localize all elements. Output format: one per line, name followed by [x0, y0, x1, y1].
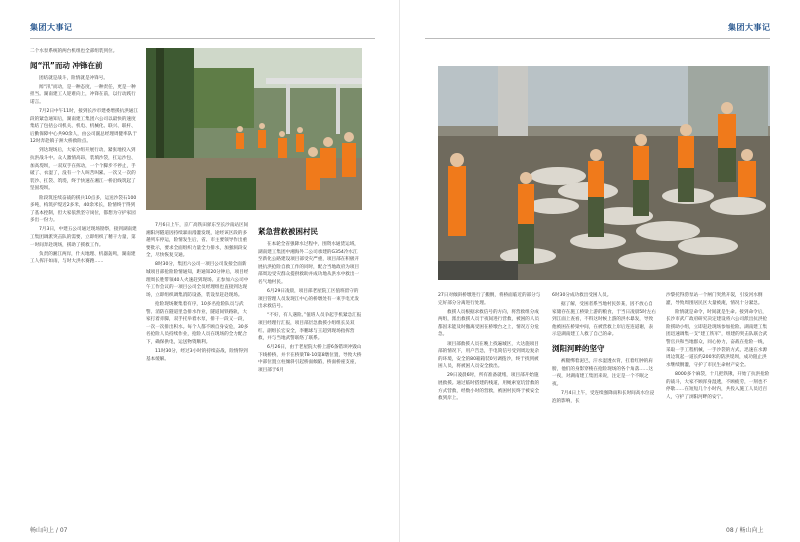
paragraph: 6时30分成功救出受困人员。: [552, 293, 612, 298]
paragraph: 8000多个麻袋，十几把铁锹，开始了抗洪抢险的战斗，大家不顾浑身湿透，不顾疲劳，一刻也不停歇……在短短几个小时内，共投入施工人员近百人，守护了浏阳河畔的安宁。: [666, 371, 770, 400]
paragraph: 救援人员根据求救信号的方向，将营救组分成两组，派出救援人员于夜间进行营救，被困的人员都因未能及时撤离受困在桥墩台之上，情况万分危急。: [438, 309, 540, 338]
paragraph: 裤腿绑着泥巴，汗水湿透衣背，扛着红肿的肩膀，他们的身影穿梭在抢险现场的各个角落……这一夜，对湖南建工集团来说，注定是一个不眠之夜。: [552, 359, 654, 387]
paragraph: 沙黎托得涝泵站一个闸门突然开裂，引发河水倒灌，导致周围居民区大量被淹，情况十分紧急。: [666, 293, 763, 306]
paragraph: 险段筑连续奋战的援兵10点多，运送沙袋石100多吨，构筑护堤近2多米，40余米长，险情终于得到了基本控制，但大家依然坚守岗位，都想为守护家园多出一份力。: [30, 195, 137, 224]
right-column-3: [666, 292, 770, 522]
paragraph: 项目部救援人员在晚上找遍城区，大达施项目部的情况下，用户告急，手电筒信号受到周边复杂的环境，安全的80箱箱装0另调拨沙，终于找到被困人员，将被困人员安全救出。: [438, 341, 540, 370]
paragraph: 27日对倾斜桥墩进行了搬倒，将桥面临近的部分与完好部分分离进行处理。: [438, 293, 541, 306]
section-heading: 紧急营救被困村民: [258, 227, 318, 236]
paragraph: 二个水泵系统的两台机组也全部组装到位。: [30, 49, 118, 54]
flood-sandbag-photo: [438, 66, 770, 280]
left-column-2: [146, 222, 250, 522]
paragraph: 7月2日中午11时，接到长沙市建委增援抗洪通江段的紧急通知后，湖南建工集团六公司以最快的速度集结了包括公司机关、机电、机械化、联兴、联杆、后勤保障中心共90余人，由公司副总经理周健率队于12时奔赴镇子洲大桥救险点。: [30, 108, 138, 145]
paragraph: 到达现场后，大家分组开展行动，紧张地投入到抗洪战斗中。众人激情高昂，装填沙袋，扛运沙包、加高堤坝，一双双手在挥动，一个个脚步不停止，手破了、衣湿了，没有一个人叫苦叫累。一次又一次的装沙、扛袋、筑堤，终于快速在湘江一桥沿线筑起了坚固堤坝。: [30, 148, 136, 192]
paragraph: 7月3日，中建五公司通过现场勘察，接到湖南建工集团调派突击队的需要，立即组织了精干力量，第一时间奔赴现场，援助了援救工作。: [30, 227, 137, 248]
left-column-3: [258, 222, 362, 522]
paragraph: “不好，有人遇险。”值班人员争起手机紧急汇报项目经理行汇报，项目部层急救援小组组长吴双红、副组长宏安全，李鹏球与王超到现场指挥营救，并与当地武警联络了联系。: [258, 313, 362, 342]
section-heading: 浏阳河畔的坚守: [552, 344, 605, 354]
left-page-footer: 畅山向上 / 07: [30, 527, 68, 534]
rescue-team-photo: [146, 48, 362, 210]
paragraph: 11时30分，经过3小时的持续奋战，险情得到基本缓解。: [146, 349, 248, 362]
right-column-2: [552, 292, 656, 522]
paragraph: 在本轮全省强降水过程中，围资水通货运域，湖南建工集团中湘海外二公司承建的G354冷水江至新化公路建设项目部受灾严重，项目部在积极开展抗洪抢险自救工作的同时，配合当地政府为项目部周边受灾群众提供救助并成功地从洪水中救出一名气地村民。: [258, 242, 360, 285]
right-header-rule: [425, 38, 770, 39]
paragraph: 7月4日上午，受连续强降雨和长时间高水位浸泡的影响，长: [552, 390, 655, 404]
paragraph: 险情就是命令，时间就是生命。接到命令后，长沙市武广政府研究决定建设将六公司派出抗洪抢险援助小组，立即赶赴现场参加抢险。湖南建工集团迅速调集一支“建工铁军”，组建的突击队联合武警官兵和当地群众，同心协力，奋战在抢险一线，采取一手工程机械，一手沙袋的方式，迅速在水源周边筑起一道长约200米的防洪堤坝，成功阻止洪水继续倒灌，守护了市民生命财产安全。: [666, 309, 768, 368]
section-heading: 闻“汛”而动 冲锋在前: [30, 60, 103, 70]
left-header-rule: [30, 38, 375, 39]
paragraph: 8时30分，集团六公司一项目公司发接全面新城项目部抢险险情通知，距通知20分钟后，项目经理周长胜带领40人火速赶到现场。正参加六公司中午工作会议的一项目公司全员经理组也直接到达现场，立即组织调集消防设备，装设泵赶赴现场。: [146, 262, 249, 298]
left-page-header: 集团大事记: [30, 23, 73, 32]
paragraph: 团结就是战斗，险情就是冲锋号。: [39, 75, 108, 81]
right-page: [400, 0, 800, 542]
paragraph: 29日凌晨6时，所有准备就绪，项目部开始施展救援。通过临时搭建的栈道，用绳索宽坑营救的方式营救，经数小时的营救，被困村民终于被安全救到岸上。: [438, 373, 540, 402]
paragraph: 6月26日，由于老屋院大桥上游6条错坝冲毁山下线桥桥，并卡在桥梁T8-10第8墩位置，导致大桥中部位置立柱倾斜引起桥面倾陷，桥面桥座支座，项目部于6月: [258, 345, 362, 373]
paragraph: 闻“汛”而动，是一种态度，一种责任，更是一种担当。湖南建工人迎难向上，冲锋在前，以行动践行诺言。: [30, 84, 136, 105]
paragraph: 6月29日凌晨，项目部老屋院工区值班留守的项目管理人员发现江中心的桥墩处有一束手电光发出求救信号。: [258, 289, 360, 310]
left-column-1: [30, 48, 138, 528]
paragraph: 负责的湘江两岸，什夫地理、机器轰鸣，湖南建工人挥汗如雨，与时大洪水赛跑……: [30, 251, 136, 265]
right-page-header: 集团大事记: [728, 23, 771, 32]
right-page-footer: 08 / 畅山向上: [726, 527, 764, 534]
paragraph: 据了解，受困者系当地村民彭某，因不放心自家储存在施工桥梁上游的粮食，于当日凌晨5时左右到江面上查看，不料这时候上游的洪水暴发，导致他被困在桥梁中间，在被营救上岸后连连道谢，表示是湖南建工人救了自己的命。: [552, 302, 656, 338]
right-column-1: [438, 292, 542, 522]
paragraph: 7月6日上午，京广高铁田驿东至长沙南站区间湘阳河隧道因持续暴雨漫灌发现，途经该区段的多趟列车停运，险情发生后，省、市主要领导作出重要批示，要求全面组织力量全力排水，加强洞段安全，尽快恢复交通。: [146, 223, 249, 259]
paragraph: 抢险现场聚集着有序，10多名抢险队员与武警、消防在隧道里急排水作业，隧道间铁路轨，大家打着赤脚，双手托举着水泵，排干一段又一段，一次一次排出积水。每个人都不顾自身安危，30多名抢险人员持续作业，抢险人员在现场的全力配合下，确保供电，运送物资顺利。: [146, 301, 249, 345]
